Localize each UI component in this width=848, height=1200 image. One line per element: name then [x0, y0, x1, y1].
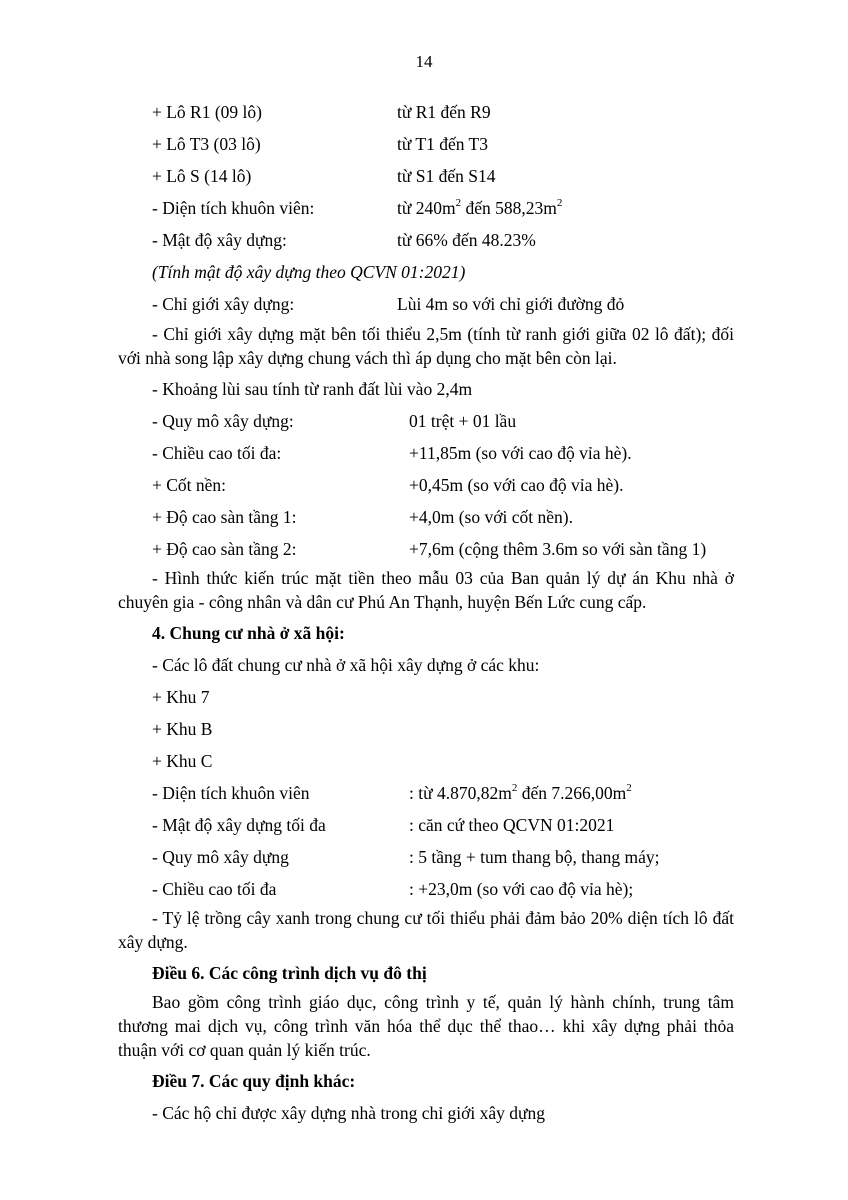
lot-value: từ S1 đến S14 [397, 166, 496, 186]
apartment-area-label: - Diện tích khuôn viên [152, 783, 310, 803]
section-heading: 4. Chung cư nhà ở xã hội: [152, 623, 345, 643]
apartment-spec-label: - Mật độ xây dựng tối đa [152, 815, 326, 835]
setback-label: - Chỉ giới xây dựng: [152, 294, 295, 314]
architecture-form-paragraph: - Hình thức kiến trúc mặt tiền theo mẫu 03 của Ban quản lý dự án Khu nhà ở chuyên gia - công nhân và dân cư Phú An Thạnh, huyện Bến Lức cung cấp. [118, 568, 734, 612]
zone-item: + Khu C [152, 751, 213, 771]
lot-label: + Lô R1 (09 lô) [152, 102, 262, 122]
lot-label: + Lô S (14 lô) [152, 166, 252, 186]
apartment-area-value: : từ $4.870,82m^2$ đến $7.266,00m^2$ [409, 782, 632, 803]
spec-label: - Quy mô xây dựng: [152, 411, 294, 431]
rear-setback: - Khoảng lùi sau tính từ ranh đất lùi vào 2,4m [152, 379, 473, 399]
spec-value: +4,0m (so với cốt nền). [409, 507, 573, 527]
article-heading: Điều 6. Các công trình dịch vụ đô thị [152, 963, 427, 983]
spec-label: + Cốt nền: [152, 475, 227, 495]
lot-value: từ T1 đến T3 [397, 134, 488, 154]
section-intro: - Các lô đất chung cư nhà ở xã hội xây dựng ở các khu: [152, 655, 540, 675]
campus-area-label: - Diện tích khuôn viên: [152, 198, 315, 218]
spec-label: + Độ cao sàn tầng 2: [152, 539, 297, 559]
spec-label: + Độ cao sàn tầng 1: [152, 507, 297, 527]
page-number: 14 [415, 52, 433, 71]
density-label: - Mật độ xây dựng: [152, 230, 287, 250]
apartment-spec-value: : 5 tầng + tum thang bộ, thang máy; [409, 847, 660, 867]
setback-value: Lùi 4m so với chỉ giới đường đỏ [397, 294, 625, 314]
apartment-spec-value: : +23,0m (so với cao độ vỉa hè); [409, 879, 634, 899]
spec-value: +0,45m (so với cao độ vỉa hè). [409, 475, 624, 495]
zone-item: + Khu B [152, 719, 213, 739]
spec-value: +7,6m (cộng thêm 3.6m so với sàn tầng 1) [409, 539, 707, 559]
apartment-spec-value: : căn cứ theo QCVN 01:2021 [409, 815, 615, 835]
zone-item: + Khu 7 [152, 687, 210, 707]
lot-value: từ R1 đến R9 [397, 102, 491, 122]
density-value: từ 66% đến 48.23% [397, 230, 536, 250]
green-ratio-paragraph: - Tỷ lệ trồng cây xanh trong chung cư tối thiểu phải đảm bảo 20% diện tích lô đất xây dựng. [118, 908, 734, 952]
side-setback-paragraph: - Chỉ giới xây dựng mặt bên tối thiểu 2,5m (tính từ ranh giới giữa 02 lô đất); đối với nhà song lập xây dựng chung vách thì áp dụng cho mặt bên còn lại. [118, 324, 734, 368]
apartment-spec-label: - Chiều cao tối đa [152, 879, 277, 899]
lot-label: + Lô T3 (03 lô) [152, 134, 261, 154]
article-heading: Điều 7. Các quy định khác: [152, 1071, 356, 1091]
spec-value: +11,85m (so với cao độ vỉa hè). [409, 443, 632, 463]
spec-value: 01 trệt + 01 lầu [409, 411, 517, 431]
apartment-spec-label: - Quy mô xây dựng [152, 847, 289, 867]
article-body: Bao gồm công trình giáo dục, công trình y tế, quản lý hành chính, trung tâm thương mai dịch vụ, công trình văn hóa thể dục thể thao… khi xây dựng phải thỏa thuận với cơ quan quản lý kiến trúc. [118, 992, 734, 1060]
article-item: - Các hộ chỉ được xây dựng nhà trong chỉ giới xây dựng [152, 1103, 545, 1123]
spec-label: - Chiều cao tối đa: [152, 443, 282, 463]
density-note: (Tính mật độ xây dựng theo QCVN 01:2021) [152, 262, 466, 282]
campus-area-value: từ $240m^2$ đến $588,23m^2$ [397, 197, 563, 218]
